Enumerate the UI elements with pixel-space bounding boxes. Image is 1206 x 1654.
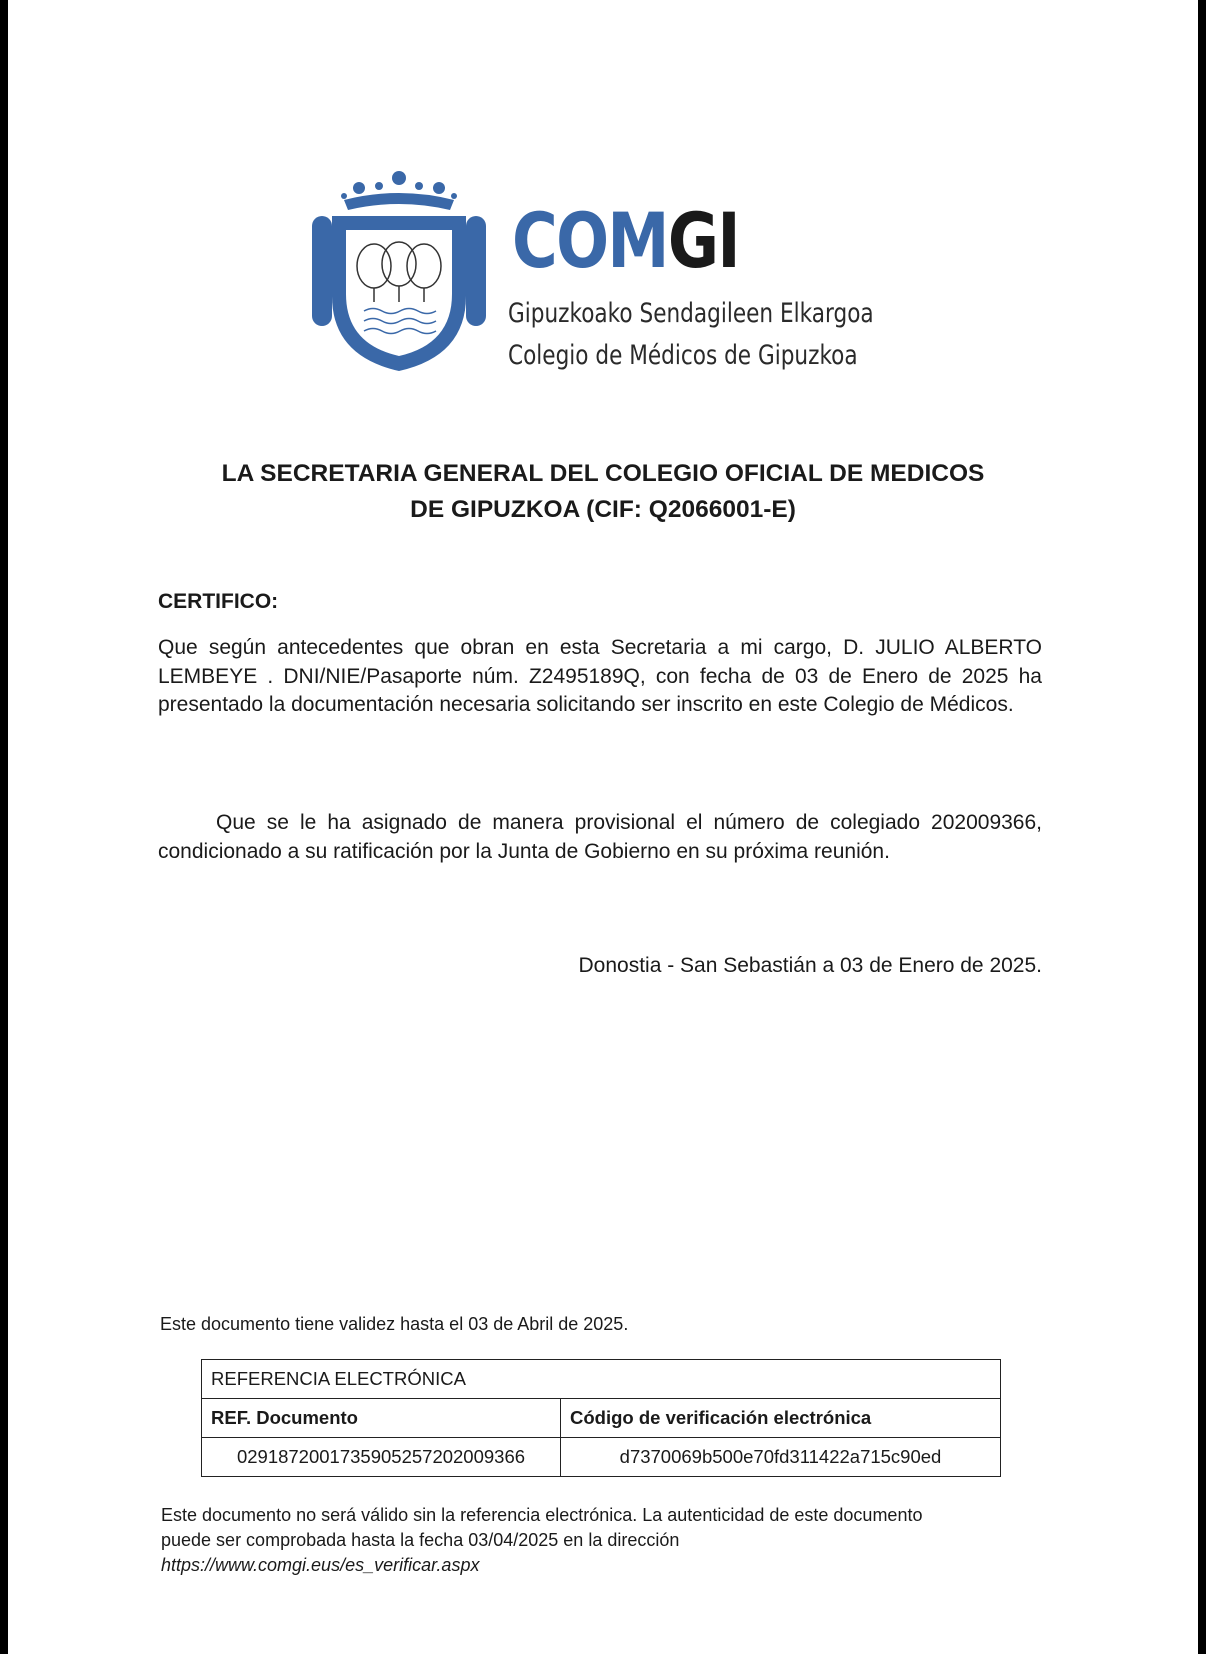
table-title: REFERENCIA ELECTRÓNICA <box>202 1360 1001 1399</box>
brand-part-com: COM <box>512 196 668 285</box>
subtitle-spanish: Colegio de Médicos de Gipuzkoa <box>508 340 858 371</box>
subtitle-basque: Gipuzkoako Sendagileen Elkargoa <box>508 298 874 329</box>
document-heading <box>8 456 1198 528</box>
paragraph-applicant: Que según antecedentes que obran en esta Secretaria a mi cargo, D. JULIO ALBERTO LEMBEYE . DNI/NIE/Pasaporte núm. Z2495189Q, con fecha de 03 de Enero de 2025 ha presentado la documentación necesaria solicitando ser inscrito en este Colegio de Médicos. <box>158 636 1042 716</box>
verification-code-value: d7370069b500e70fd311422a715c90ed <box>561 1438 1001 1477</box>
footer-notice <box>161 1503 961 1578</box>
paragraph-membership-number: Que se le ha asignado de manera provisional el número de colegiado 202009366, condicionado a su ratificación por la Junta de Gobierno en su próxima reunión. <box>158 811 1042 863</box>
heading-line-1: LA SECRETARIA GENERAL DEL COLEGIO OFICIAL DE MEDICOS <box>221 460 985 487</box>
brand-part-gi: GI <box>667 196 739 285</box>
heading-line-2: DE GIPUZKOA (CIF: Q2066001-E) <box>410 496 796 523</box>
place-and-date: Donostia - San Sebastián a 03 de Enero de 2025. <box>578 954 1042 977</box>
header-verification-code: Código de verificación electrónica <box>561 1399 1001 1438</box>
validity-notice: Este documento tiene validez hasta el 03 de Abril de 2025. <box>160 1314 629 1334</box>
header-ref-document: REF. Documento <box>202 1399 561 1438</box>
document-page <box>8 0 1198 1654</box>
ref-document-value: 029187200173590525720200936​6 <box>202 1438 561 1477</box>
certifico-label: CERTIFICO: <box>158 590 279 613</box>
coat-of-arms-logo <box>304 166 494 381</box>
verification-url[interactable]: https://www.comgi.eus/es_verificar.aspx <box>161 1555 480 1575</box>
footer-text: Este documento no será válido sin la referencia electrónica. La autenticidad de este documento puede ser comprobada hasta la fecha 03/04/2025 en la dirección <box>161 1505 923 1550</box>
brand-logo-text <box>512 196 739 285</box>
electronic-reference-table <box>201 1359 1001 1477</box>
